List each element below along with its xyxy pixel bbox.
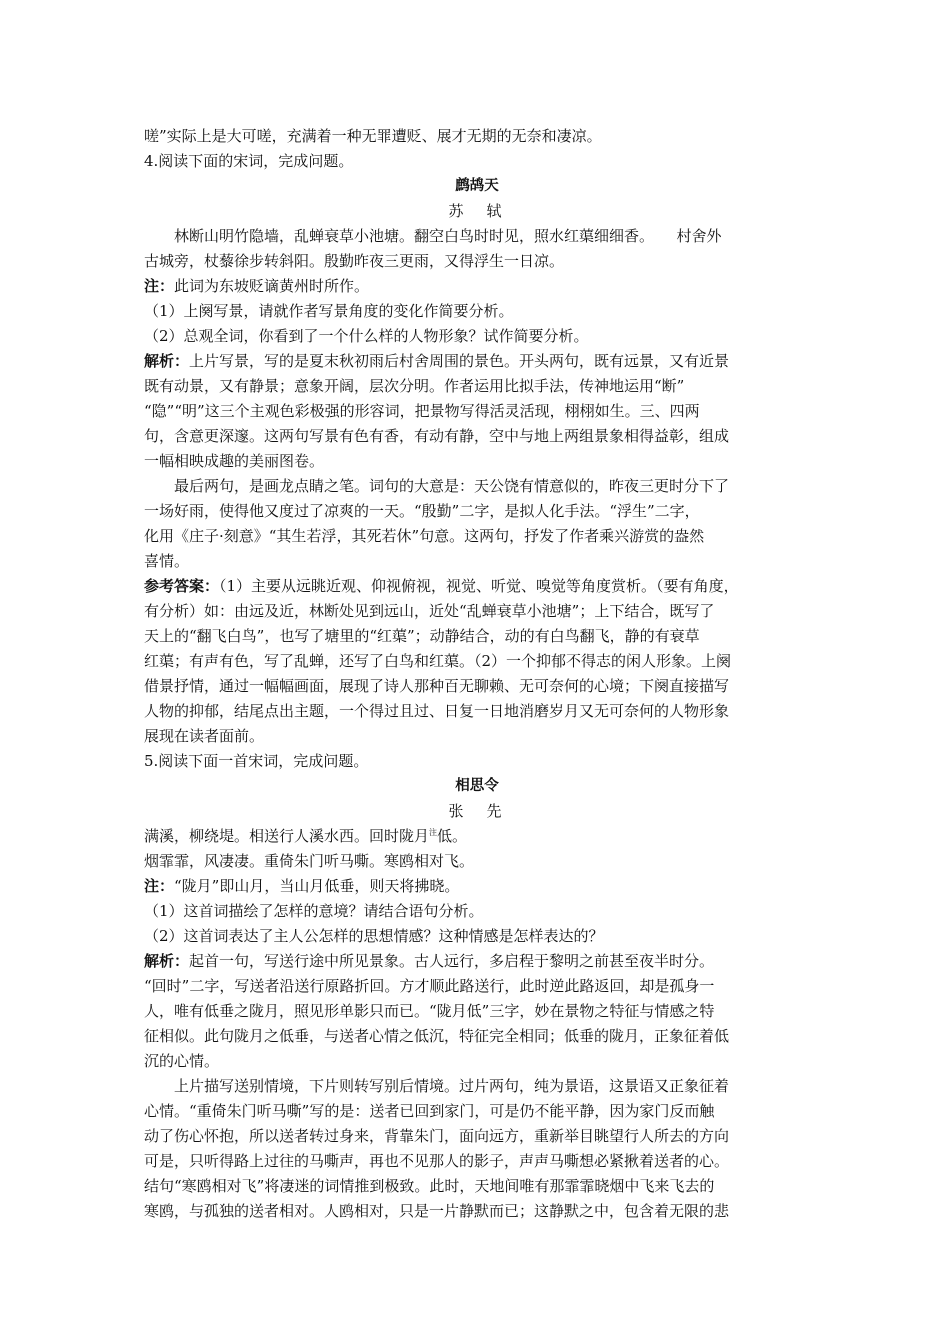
analysis-line: 一幅相映成趣的美丽图卷。 (144, 452, 325, 470)
analysis-line: 可是，只听得路上过往的马嘶声，再也不见那人的影子，声声马嘶想必紧揪着送者的心。 (144, 1152, 730, 1170)
answer-line: 有分析）如：由远及近，林断处见到远山，近处“乱蝉衰草小池塘”；上下结合，既写了 (144, 602, 715, 620)
answer-text: （1）主要从远眺近观、仰视俯视，视觉、听觉、嗅觉等角度赏析。（要有角度， (219, 577, 739, 595)
analysis-label: 解析： (144, 352, 190, 370)
poem-body (144, 824, 810, 849)
note (144, 874, 810, 899)
poem-body: 烟霏霏，风凄凄。重倚朱门听马嘶。寒鸥相对飞。 (144, 852, 475, 870)
answer-line: 人物的抑郁，结尾点出主题，一个得过且过、日复一日地消磨岁月又无可奈何的人物形象 (144, 702, 730, 720)
analysis-line: 沉的心情。 (144, 1052, 220, 1070)
question-heading: 5.阅读下面一首宋词，完成问题。 (144, 752, 369, 770)
analysis-text: 上片写景，写的是夏末秋初雨后村舍周围的景色。开头两句，既有远景，又有近景 (189, 352, 730, 370)
document-page (144, 124, 810, 1224)
poem-title: 相思令 (455, 778, 499, 794)
note-label: 注： (144, 277, 175, 295)
analysis-line (144, 349, 810, 374)
question-heading: 4.阅读下面的宋词，完成问题。 (144, 152, 354, 170)
answer-line: 借景抒情，通过一幅幅画面，展现了诗人那种百无聊赖、无可奈何的心境；下阕直接描写 (144, 677, 730, 695)
poem-body: 古城旁，杖藜徐步转斜阳。殷勤昨夜三更雨，又得浮生一日凉。 (144, 252, 565, 270)
analysis-line: “隐”“明”这三个主观色彩极强的形容词，把景物写得活灵活现，栩栩如生。三、四两 (144, 402, 700, 420)
sub-question: （1）上阕写景，请就作者写景角度的变化作简要分析。 (144, 302, 514, 320)
sub-question: （2）这首词表达了主人公怎样的思想情感？这种情感是怎样表达的？ (144, 927, 604, 945)
analysis-line: 人，唯有低垂之陇月，照见形单影只而已。“陇月低”三字，妙在景物之特征与情感之特 (144, 1002, 715, 1020)
sub-question: （1）这首词描绘了怎样的意境？请结合语句分析。 (144, 902, 484, 920)
analysis-line (144, 949, 810, 974)
analysis-line: 句，含意更深邃。这两句写景有色有香，有动有静，空中与地上两组景象相得益彰，组成 (144, 427, 730, 445)
poem-text: 低。 (437, 827, 468, 845)
analysis-line: 最后两句，是画龙点睛之笔。词句的大意是：天公饶有情意似的，昨夜三更时分下了 (174, 477, 730, 495)
poem-body: 林断山明竹隐墙，乱蝉衰草小池塘。翻空白鸟时时见，照水红蕖细细香。 村舍外 (174, 227, 722, 245)
analysis-line: 动了伤心怀抱，所以送者转过身来，背靠朱门，面向远方，重新举目眺望行人所去的方向 (144, 1127, 730, 1145)
answer-line: 展现在读者面前。 (144, 727, 265, 745)
answer-line: 天上的“翻飞白鸟”，也写了塘里的“红蕖”；动静结合，动的有白鸟翻飞，静的有衰草 (144, 627, 700, 645)
note-label: 注： (144, 877, 175, 895)
note-text: 此词为东坡贬谪黄州时所作。 (174, 277, 370, 295)
analysis-line: 化用《庄子·刻意》“其生若浮，其死若休”句意。这两句，抒发了作者乘兴游赏的盎然 (144, 527, 705, 545)
answer-line: 红蕖；有声有色，写了乱蝉，还写了白鸟和红蕖。（2）一个抑郁不得志的闲人形象。上阕 (144, 652, 732, 670)
analysis-line: 既有动景，又有静景；意象开阔，层次分明。作者运用比拟手法，传神地运用“断” (144, 377, 685, 395)
analysis-line: 喜情。 (144, 552, 190, 570)
analysis-label: 解析： (144, 952, 190, 970)
analysis-line: 上片描写送别情境，下片则转写别后情境。过片两句，纯为景语，这景语又正象征着 (174, 1077, 730, 1095)
analysis-text: 起首一句，写送行途中所见景象。古人远行，多启程于黎明之前甚至夜半时分。 (189, 952, 715, 970)
analysis-line: 一场好雨，使得他又度过了凉爽的一天。“殷勤”二字，是拟人化手法。“浮生”二字， (144, 502, 700, 520)
analysis-line: 寒鸥，与孤独的送者相对。人鸥相对，只是一片静默而已；这静默之中，包含着无限的悲 (144, 1202, 730, 1220)
note (144, 274, 810, 299)
analysis-line: 心情。“重倚朱门听马嘶”写的是：送者已回到家门，可是仍不能平静，因为家门反而触 (144, 1102, 715, 1120)
note-text: “陇月”即山月，当山月低垂，则天将拂晓。 (174, 877, 460, 895)
sub-question: （2）总观全词，你看到了一个什么样的人物形象？试作简要分析。 (144, 327, 589, 345)
poem-author: 苏 轼 (448, 202, 506, 220)
answer-label: 参考答案： (144, 577, 220, 595)
poem-text: 满溪，柳绕堤。相送行人溪水西。回时陇月 (144, 827, 430, 845)
analysis-line: “回时”二字，写送者沿送行原路折回。方才顺此路送行，此时逆此路返回，却是孤身一 (144, 977, 715, 995)
footnote-marker: 注 (429, 828, 438, 837)
text-line: 嗟”实际上是大可嗟，充满着一种无罪遭贬、展才无期的无奈和凄凉。 (144, 127, 602, 145)
analysis-line: 征相似。此句陇月之低垂，与送者心情之低沉，特征完全相同；低垂的陇月，正象征着低 (144, 1027, 730, 1045)
poem-title: 鹧鸪天 (455, 178, 499, 194)
answer-line (144, 574, 810, 599)
poem-author: 张 先 (448, 802, 506, 820)
analysis-line: 结句“寒鸥相对飞”将凄迷的词情推到极致。此时，天地间唯有那霏霏晓烟中飞来飞去的 (144, 1177, 715, 1195)
